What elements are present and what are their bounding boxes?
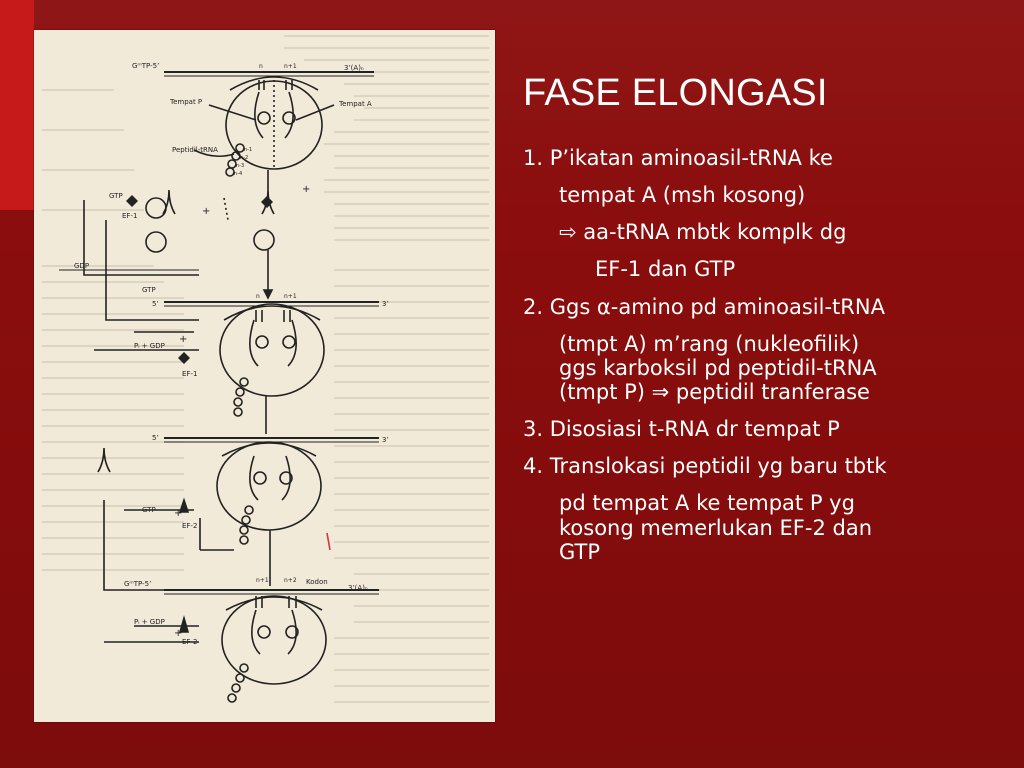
label-3a-top: 3’(A)ₙ [344, 64, 364, 72]
label-3-prime: 3’ [382, 300, 389, 308]
label-n1-mid: n+1 [284, 293, 297, 300]
label-pi-gdp: Pᵢ + GDP [134, 342, 165, 350]
label-ef1-b: EF-1 [182, 370, 198, 378]
label-n1-top: n+1 [284, 63, 297, 70]
label-gmtp5-top: GᵐTP-5’ [132, 62, 160, 70]
label-plus-4: + [174, 508, 183, 519]
bullet-line: EF-1 dan GTP [595, 257, 736, 282]
background-text-texture [42, 36, 489, 702]
label-tempat-p: Tempat P [170, 98, 203, 106]
label-gmtp5-bottom: GᵐTP-5’ [124, 580, 152, 588]
label-5-prime-b: 5’ [152, 434, 159, 442]
bullet-line: 1. P’ikatan aminoasil-tRNA ke [523, 146, 833, 170]
label-plus-3: + [179, 334, 188, 345]
bullet-list [523, 146, 993, 564]
label-ef2: EF-2 [182, 522, 198, 530]
bullet-line: pd tempat A ke tempat P yg [559, 491, 855, 516]
label-plus-1: + [302, 184, 311, 195]
label-3-prime-b: 3’ [382, 436, 389, 444]
bullet-point-4 [523, 454, 993, 564]
label-ef2-b: EF-2 [182, 638, 198, 646]
bullet-point-2 [523, 295, 993, 405]
label-gtp: GTP [109, 192, 123, 200]
label-n1-bottom: n+1 [256, 577, 269, 584]
bullet-line: 4. Translokasi peptidil yg baru tbtk [523, 454, 887, 479]
bullet-line: (tmpt P) ⇒ peptidil tranferase [559, 379, 870, 404]
accent-band [0, 0, 34, 210]
label-chain-n3: n-3 [236, 163, 245, 169]
label-gtp-mid: GTP [142, 286, 156, 294]
ribosome-elongation-diagram [34, 30, 495, 722]
label-peptidil-trna: Peptidil-tRNA [172, 146, 218, 154]
elongation-diagram-image [34, 30, 495, 722]
label-ef1: EF-1 [122, 212, 138, 220]
label-gdp: GDP [74, 262, 90, 270]
label-plus-2: + [202, 206, 211, 217]
label-3a-bottom: 3’(A)ₙ [348, 584, 368, 592]
bullet-line: ggs karboksil pd peptidil-tRNA [559, 355, 877, 380]
label-chain-n4: n-4 [234, 171, 243, 177]
slide-title: FASE ELONGASI [523, 72, 828, 114]
label-kodon: Kodon [306, 578, 328, 586]
label-tempat-a: Tempat A [339, 100, 372, 108]
bullet-point-1 [523, 146, 993, 282]
bullet-line: GTP [559, 539, 601, 564]
bullet-line: kosong memerlukan EF-2 dan [559, 515, 873, 540]
label-chain-n1: n-1 [244, 147, 253, 153]
label-chain-n2: n-2 [240, 155, 249, 161]
bullet-line: ⇨ aa-tRNA mbtk komplk dg [559, 220, 847, 245]
label-n-mid: n [256, 293, 260, 300]
label-gtp-2: GTP [142, 506, 156, 514]
bullet-line: (tmpt A) m’rang (nukleofilik) [559, 331, 860, 356]
label-pi-gdp-b: Pᵢ + GDP [134, 618, 165, 626]
bullet-point-3 [523, 417, 993, 441]
label-plus-5: + [174, 628, 183, 639]
bullet-line: 3. Disosiasi t-RNA dr tempat P [523, 417, 840, 442]
bullet-line: tempat A (msh kosong) [559, 183, 806, 208]
label-n2-bottom: n+2 [284, 577, 297, 584]
bullet-line: 2. Ggs α-amino pd aminoasil-tRNA [523, 294, 885, 319]
label-5-prime: 5’ [152, 300, 159, 308]
label-n-top: n [259, 63, 263, 70]
